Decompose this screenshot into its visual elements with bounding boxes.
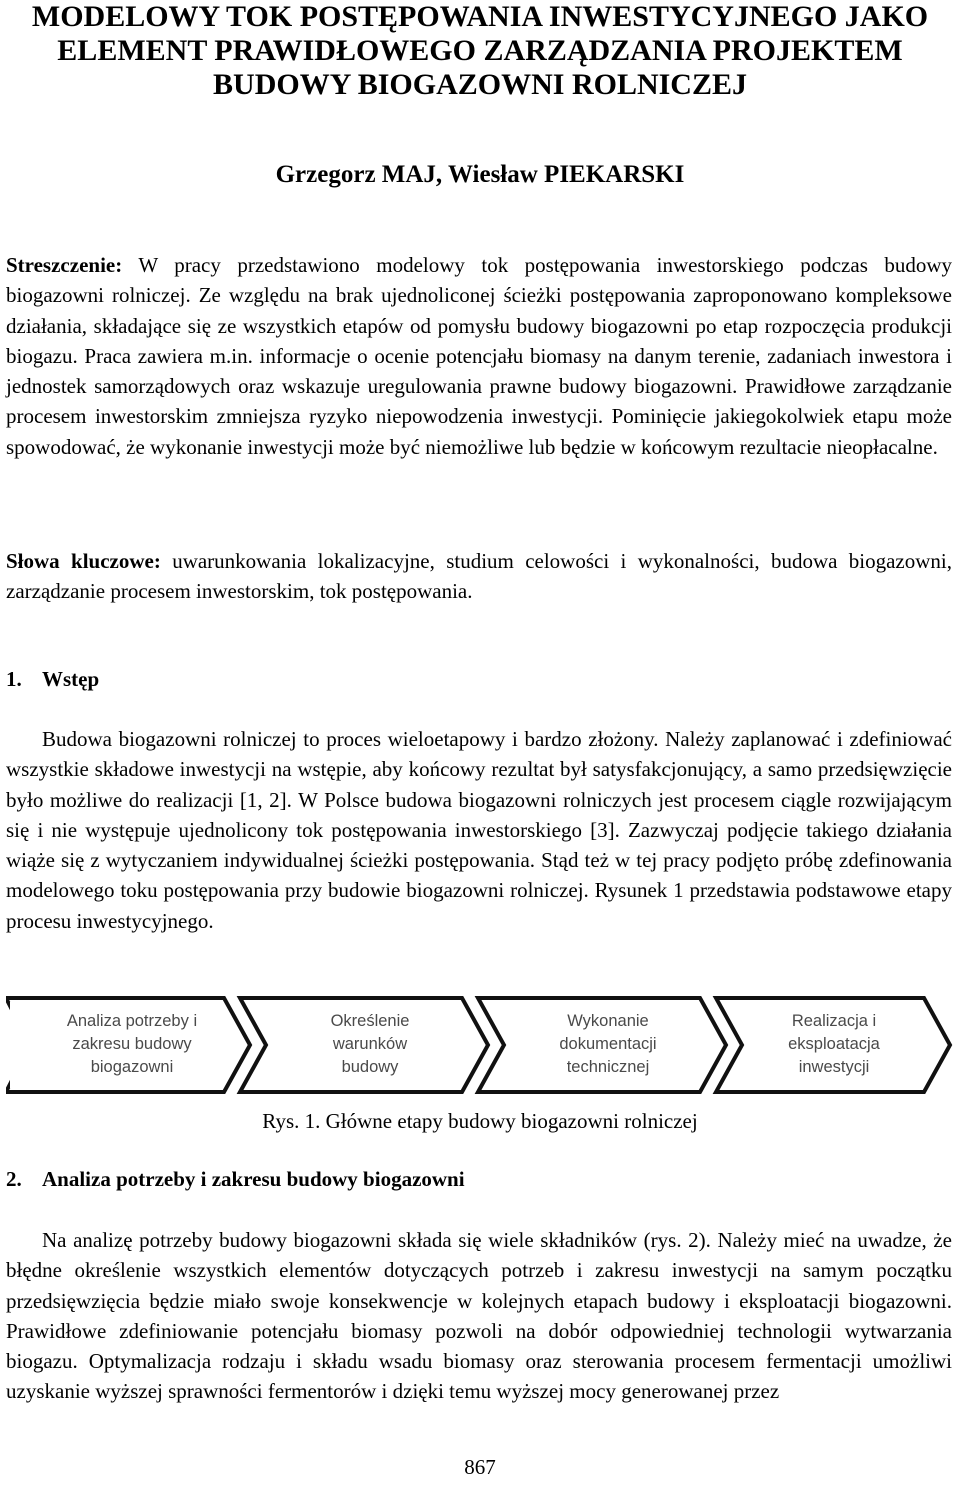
paragraph-text: Na analizę potrzeby budowy biogazowni składa się wiele składników (rys. 2). Należy mieć na uwadze, że błędne określenie wszystkich elementów dotyczących potrzeb i zakresu inwestycji na samym początku przedsięwzięcia będzie miało swoje konsekwencje w kolejnych etapach budowy i eksploatacji biogazowni. Prawidłowe zdefiniowanie potencjału biomasy pozwoli na dobór odpowiedniej technologii wytwarzania biogazu. Optymalizacja rodzaju i składu wsadu biomasy oraz sterowania procesem fermentacji umożliwi uzyskanie wyższej sprawności fermentorów i dzięki temu wyższej mocy generowanej przez bbox=[6, 1228, 952, 1404]
step-4-line-3: inwestycji bbox=[798, 1058, 870, 1076]
section-2-paragraph bbox=[6, 1225, 952, 1407]
abstract-text-2: Prawidłowe zarządzanie procesem inwestorskim zmniejsza ryzyko niepowodzenia inwestycji. Pominięcie jakiegokolwiek etapu może spowodować, że wykonanie inwestycji może być niemożliwe lub będzie w końcowym rezultacie nieopłacalne. bbox=[6, 374, 953, 459]
step-4-line-1: Realizacja i bbox=[791, 1012, 877, 1030]
step-3-line-2: dokumentacji bbox=[559, 1035, 657, 1053]
paper-title bbox=[0, 0, 960, 102]
figure-caption: Rys. 1. Główne etapy budowy biogazowni rolniczej bbox=[262, 1109, 698, 1133]
step-3-line-1: Wykonanie bbox=[567, 1012, 649, 1030]
abstract-text: W pracy przedstawiono modelowy tok postępowania inwestorskiego podczas budowy biogazowni rolniczej. Ze względu na brak ujednoliconej ścieżki postępowania zaproponowano kompleksowe działania, składające się ze wszystkich etapów od pomysłu budowy biogazowni po etap rozpoczęcia produkcji biogazu. Praca zawiera m.in. informacje o ocenie potencjału biomasy na danym terenie, zadaniach inwestora i jednostek samorządowych oraz wskazuje uregulowania prawne budowy biogazowni. bbox=[6, 253, 952, 399]
step-3-line-3: technicznej bbox=[566, 1058, 650, 1076]
title-line: MODELOWY TOK POSTĘPOWANIA INWESTYCYJNEGO JAKO bbox=[31, 0, 929, 33]
section-number: 2. bbox=[6, 1167, 22, 1191]
keywords bbox=[6, 546, 952, 607]
section-2-heading bbox=[6, 1164, 465, 1194]
abstract bbox=[6, 250, 952, 462]
step-1-line-2: zakresu budowy bbox=[72, 1035, 192, 1053]
title-line: ELEMENT PRAWIDŁOWEGO ZARZĄDZANIA PROJEKTEM bbox=[57, 34, 903, 67]
step-2-line-3: budowy bbox=[341, 1058, 399, 1076]
process-chevrons bbox=[6, 996, 954, 1094]
section-1-heading bbox=[6, 664, 99, 694]
abstract-label: Streszczenie: bbox=[6, 253, 123, 277]
authors: Grzegorz MAJ, Wiesław PIEKARSKI bbox=[275, 161, 685, 188]
step-2-line-2: warunków bbox=[332, 1035, 408, 1053]
section-title: Wstęp bbox=[42, 667, 100, 691]
step-4-line-2: eksploatacja bbox=[788, 1035, 880, 1053]
page-number: 867 bbox=[464, 1455, 496, 1479]
section-number: 1. bbox=[6, 667, 22, 691]
keywords-label: Słowa kluczowe: bbox=[6, 549, 161, 573]
step-2-line-1: Określenie bbox=[330, 1012, 410, 1030]
keywords-text: uwarunkowania lokalizacyjne, studium celowości i wykonalności, budowa biogazowni, zarządzanie procesem inwestorskim, tok postępowania. bbox=[6, 549, 952, 604]
section-1-paragraph bbox=[6, 724, 952, 936]
title-line: BUDOWY BIOGAZOWNI ROLNICZEJ bbox=[213, 68, 747, 101]
step-1-line-3: biogazowni bbox=[90, 1058, 174, 1076]
step-1-line-1: Analiza potrzeby i bbox=[66, 1012, 198, 1030]
paragraph-text: Budowa biogazowni rolniczej to proces wieloetapowy i bardzo złożony. Należy zaplanować i zdefiniować wszystkie składowe inwestycji na wstępie, aby końcowy rezultat był satysfakcjonujący, a samo przedsięwzięcie było możliwe do realizacji [1, 2]. W Polsce budowa biogazowni rolniczych jest procesem ciągle rozwijającym się i nie występuje ujednolicony tok postępowania inwestorskiego [3]. Zazwyczaj podjęcie takiego działania wiąże się z wytyczaniem indywidualnej ścieżki postępowania. Stąd też w tej pracy podjęto próbę zdefinowania modelowego toku postępowania przy budowie biogazowni rolniczej. Rysunek 1 przedstawia podstawowe etapy procesu inwestycyjnego. bbox=[6, 727, 952, 933]
section-title: Analiza potrzeby i zakresu budowy biogazowni bbox=[42, 1167, 465, 1191]
figure-1-process-diagram bbox=[6, 996, 954, 1094]
